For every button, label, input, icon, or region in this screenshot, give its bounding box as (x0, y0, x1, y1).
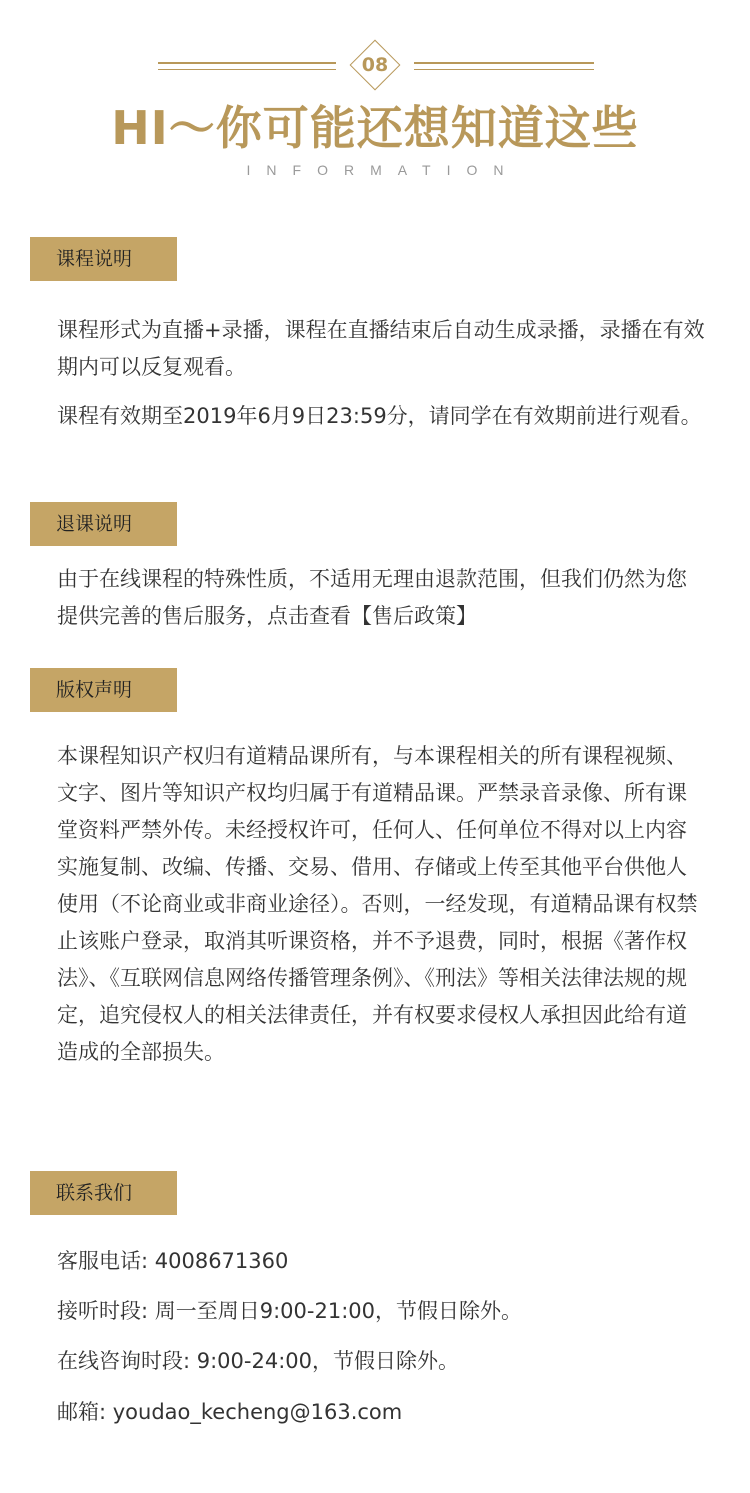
badge-number: 08 (361, 54, 389, 76)
section-label-refund-info: 退课说明 (30, 502, 177, 546)
page-subtitle: INFORMATION (246, 162, 520, 178)
copyright-statement-text: 本课程知识产权归有道精品课所有，与本课程相关的所有课程视频、文字、图片等知识产权均归属于有道精品课。严禁录音录像、所有课堂资料严禁外传。未经授权许可，任何人、任何单位不得对以上内容实施复制、改编、传播、交易、借用、存储或上传至其他平台供他人使用（不论商业或非商业途径）。否则，一经发现，有道精品课有权禁止该账户登录，取消其听课资格，并不予退费，同时，根据《著作权法》、《互联网信息网络传播管理条例》、《刑法》等相关法律法规的规定，追究侵权人的相关法律责任，并有权要求侵权人承担因此给有道造成的全部损失。 (57, 744, 698, 1064)
contact-hours: 接听时段: 周一至周日9:00-21:00，节假日除外。 (57, 1299, 523, 1323)
contact-email: 邮箱: youdao_kecheng@163.com (57, 1400, 403, 1424)
decorative-line-right (414, 62, 594, 70)
refund-policy-text: 由于在线课程的特殊性质，不适用无理由退款范围，但我们仍然为您提供完善的售后服务，点击查看【售后政策】 (57, 567, 687, 628)
decorative-line-left (158, 62, 336, 70)
contact-phone: 客服电话: 4008671360 (57, 1249, 289, 1273)
page-header (0, 0, 750, 200)
course-validity-text: 课程有效期至2019年6月9日23:59分，请同学在有效期前进行观看。 (57, 404, 702, 428)
number-badge (349, 39, 401, 91)
section-label-contact: 联系我们 (30, 1171, 177, 1215)
online-consult-hours: 在线咨询时段: 9:00-24:00，节假日除外。 (57, 1349, 460, 1373)
course-format-text: 课程形式为直播+录播，课程在直播结束后自动生成录播，录播在有效期内可以反复观看。 (57, 318, 705, 379)
section-label-copyright: 版权声明 (30, 668, 177, 712)
section-label-course-info: 课程说明 (30, 237, 177, 281)
page-title: HI～你可能还想知道这些 (111, 101, 639, 155)
